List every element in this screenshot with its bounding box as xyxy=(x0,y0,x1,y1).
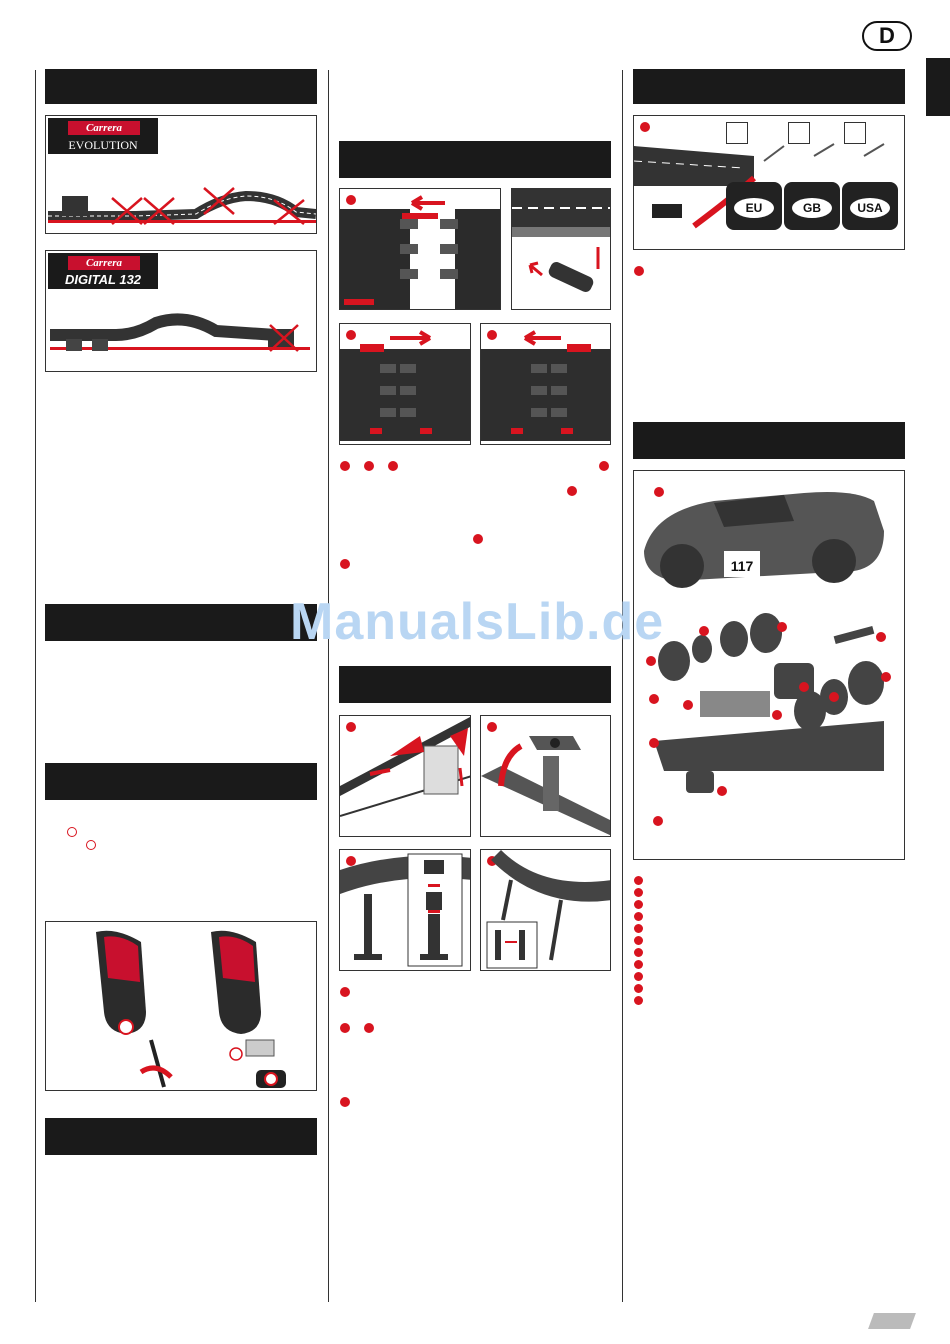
section-header-bar xyxy=(45,604,317,641)
parts-list-marker xyxy=(634,900,643,909)
callout-marker xyxy=(67,827,77,837)
callout-marker xyxy=(364,461,374,471)
curve-pillar-figure xyxy=(480,849,611,971)
section-header-bar xyxy=(339,141,611,178)
parts-list-marker xyxy=(634,996,643,1005)
power-adapter-eu: EU xyxy=(726,182,782,230)
car-parts-illustration xyxy=(634,471,905,860)
parts-list-marker xyxy=(634,960,643,969)
gb-socket-icon xyxy=(788,122,810,144)
callout-marker xyxy=(388,461,398,471)
section-header-bar xyxy=(45,69,317,104)
callout-marker xyxy=(340,1023,350,1033)
power-adapter-figure xyxy=(633,115,905,250)
carrera-digital132-logo: Carrera DIGITAL 132 xyxy=(48,253,158,289)
track-connect-figure-2 xyxy=(511,188,611,310)
track-slide-back-illustration xyxy=(481,324,611,445)
callout-marker xyxy=(567,486,577,496)
column-divider-right xyxy=(622,70,623,1302)
pillar-figure xyxy=(339,849,471,971)
power-adapter-gb: GB xyxy=(784,182,840,230)
track-slide-figure-2 xyxy=(480,323,611,445)
callout-marker xyxy=(473,534,483,544)
support-illustration xyxy=(481,716,611,837)
section-header-bar xyxy=(633,422,905,459)
digital132-track-figure xyxy=(45,250,317,372)
track-slide-figure-1 xyxy=(339,323,471,445)
eu-socket-icon xyxy=(726,122,748,144)
digital132-track-illustration xyxy=(46,251,317,372)
section-header-bar xyxy=(45,763,317,800)
track-clip-illustration xyxy=(512,189,611,310)
curve-pillar-illustration xyxy=(481,850,611,971)
track-pieces-illustration xyxy=(340,189,501,310)
callout-marker xyxy=(340,559,350,569)
guardrail-figure xyxy=(339,715,471,837)
chapter-tab xyxy=(926,58,950,116)
section-header-bar xyxy=(45,1118,317,1155)
evolution-track-illustration xyxy=(46,116,317,234)
evolution-track-figure xyxy=(45,115,317,234)
section-header-bar xyxy=(339,666,611,703)
usa-socket-icon xyxy=(844,122,866,144)
track-connect-figure-1 xyxy=(339,188,501,310)
controller-battery-figure xyxy=(45,921,317,1091)
column-divider-middle xyxy=(328,70,329,1302)
callout-marker xyxy=(364,1023,374,1033)
parts-list-marker xyxy=(634,912,643,921)
guardrail-illustration xyxy=(340,716,471,837)
car-exploded-figure xyxy=(633,470,905,860)
parts-list-marker xyxy=(634,876,643,885)
support-mount-figure xyxy=(480,715,611,837)
parts-list-marker xyxy=(634,936,643,945)
callout-marker xyxy=(86,840,96,850)
parts-list-marker xyxy=(634,984,643,993)
parts-list-marker xyxy=(634,924,643,933)
callout-marker xyxy=(340,1097,350,1107)
carrera-evolution-logo: Carrera EVOLUTION xyxy=(48,118,158,154)
car-number-label: 117 xyxy=(730,558,754,574)
parts-list-marker xyxy=(634,888,643,897)
callout-marker xyxy=(599,461,609,471)
page-number-block xyxy=(868,1313,916,1329)
callout-marker xyxy=(634,266,644,276)
hand-controller-illustration xyxy=(46,922,317,1091)
language-badge: D xyxy=(862,21,912,51)
column-divider-left xyxy=(35,70,36,1302)
track-slide-illustration xyxy=(340,324,471,445)
power-adapter-usa: USA xyxy=(842,182,898,230)
parts-list-marker xyxy=(634,948,643,957)
section-header-bar xyxy=(633,69,905,104)
watermark-text: ManualsLib.de xyxy=(290,593,665,651)
parts-list-marker xyxy=(634,972,643,981)
pillar-illustration xyxy=(340,850,471,971)
callout-marker xyxy=(340,461,350,471)
callout-marker xyxy=(340,987,350,997)
